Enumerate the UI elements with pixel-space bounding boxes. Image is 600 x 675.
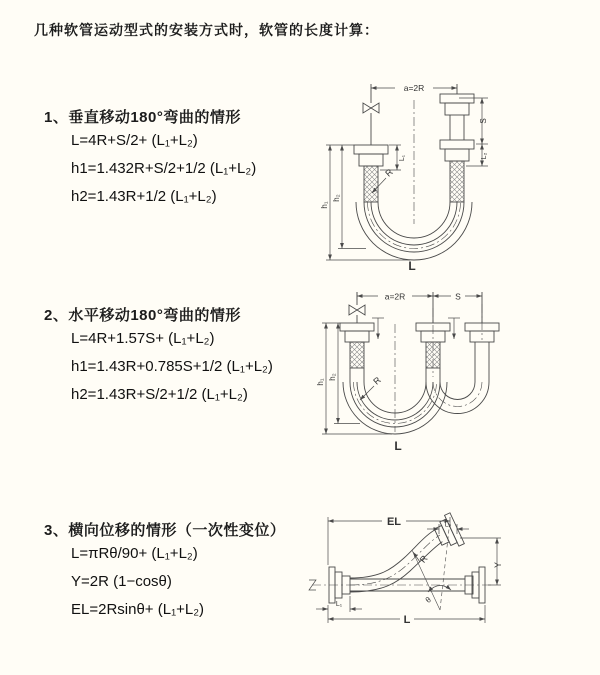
extension-lines: [328, 517, 501, 623]
hose-braid-left: [364, 166, 378, 202]
right-flange-lower: [440, 140, 474, 161]
hose-braid-left: [350, 342, 364, 368]
formula-l: L=4R+1.57S+ (L₁+L₂): [71, 330, 215, 347]
section-1-heading: 1、垂直移动180°弯曲的情形: [44, 109, 241, 126]
dim-label-h1: h₁: [320, 201, 329, 209]
formula-l: L=4R+S/2+ (L₁+L₂): [71, 132, 198, 149]
dim-label-h2: h₂: [328, 373, 337, 381]
section-vertical-180: [44, 106, 256, 211]
formula-h2: h2=1.43R+S/2+1/2 (L₁+L₂): [71, 386, 248, 403]
right-flange-upper: [440, 84, 474, 140]
dimension-lines: [328, 521, 497, 619]
dim-label-s: S: [479, 118, 488, 124]
dim-label-s: S: [455, 291, 461, 302]
formula-h1: h1=1.432R+S/2+1/2 (L₁+L₂): [71, 160, 257, 177]
section-2-heading: 2、水平移动180°弯曲的情形: [44, 307, 241, 324]
right-pipe: [475, 342, 489, 382]
radius-label: R: [383, 166, 395, 179]
dim-label-l1: L₁: [335, 601, 343, 608]
section-lateral-displacement: [44, 519, 285, 624]
length-label: L: [394, 439, 402, 453]
inward-arrows: [316, 529, 469, 609]
radius-label: R: [417, 553, 430, 565]
left-flange: [340, 323, 374, 342]
dim-label-h2: h₂: [332, 194, 341, 202]
dim-label-l1: L₁: [399, 154, 406, 162]
hose-braid-right: [450, 161, 464, 202]
radius-label: R: [371, 374, 383, 387]
valve-icon: [363, 84, 379, 145]
diagram-horizontal-180-bend: [302, 282, 598, 467]
formula-y: Y=2R (1−cosθ): [71, 573, 172, 590]
dim-label-l2: L₂: [444, 521, 452, 529]
left-flange: [354, 145, 388, 166]
diagram-vertical-180-bend: [302, 72, 594, 272]
dim-label-y: Y: [493, 561, 503, 569]
hose-u-bend-shifted: [426, 382, 489, 414]
dim-label-h1: h₁: [316, 378, 325, 386]
dim-label-a2r: a=2R: [403, 83, 425, 93]
hose-braid-middle: [426, 342, 440, 368]
middle-flange: [416, 292, 450, 342]
formula-el: EL=2Rsinθ+ (L₁+L₂): [71, 601, 205, 618]
angle-construction: [412, 529, 449, 610]
formula-h2: h2=1.43R+1/2 (L₁+L₂): [71, 188, 217, 205]
angle-label: θ: [423, 595, 433, 605]
length-label: L: [408, 259, 416, 272]
page-title: 几种软管运动型式的安装方式时，软管的长度计算：: [34, 22, 379, 38]
section-horizontal-180: [44, 304, 273, 409]
dim-label-a2r: a=2R: [384, 291, 406, 302]
length-label: L: [403, 614, 411, 626]
formula-l: L=πRθ/90+ (L₁+L₂): [71, 545, 198, 562]
dim-label-el: EL: [386, 516, 402, 528]
formula-h1: h1=1.43R+0.785S+1/2 (L₁+L₂): [71, 358, 273, 375]
diagram-lateral-displacement: [300, 502, 600, 672]
section-3-heading: 3、横向位移的情形（一次性变位）: [44, 522, 286, 539]
dim-label-l2: L₂: [481, 152, 488, 160]
